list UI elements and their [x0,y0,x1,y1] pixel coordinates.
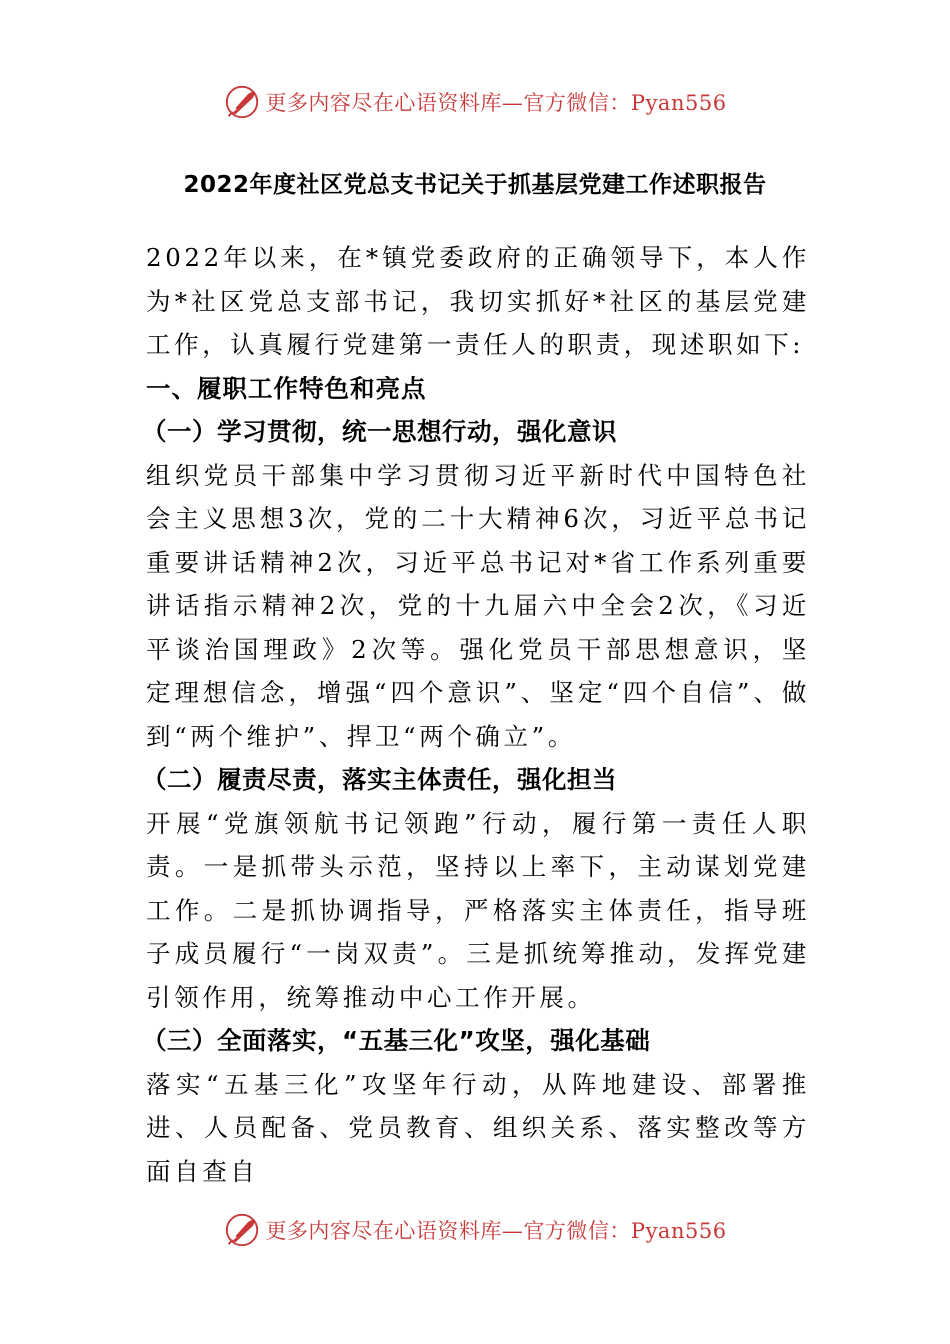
quill-pen-logo-icon [223,1211,261,1249]
watermark-banner-top [0,80,950,124]
subsection-heading-3: （三）全面落实，“五基三化”攻坚，强化基础 [142,1026,651,1055]
quill-pen-logo-icon [223,83,261,121]
document-title: 2022年度社区党总支书记关于抓基层党建工作述职报告 [183,172,767,198]
subsection-heading-1: （一）学习贯彻，统一思想行动，强化意识 [142,417,617,446]
watermark-text: 更多内容尽在心语资料库—官方微信：Pyan556 [265,1219,727,1243]
watermark-text: 更多内容尽在心语资料库—官方微信：Pyan556 [265,91,727,115]
document-body [142,236,810,1193]
intro-paragraph: 2022年以来，在*镇党委政府的正确领导下，本人作为*社区党总支部书记，我切实抓好*社区的基层党建工作，认真履行党建第一责任人的职责，现述职如下: [146,243,810,359]
watermark-banner-bottom [0,1208,950,1252]
subsection-heading-2: （二）履责尽责，落实主体责任，强化担当 [142,765,617,794]
subsection-body-3: 落实“五基三化”攻坚年行动，从阵地建设、部署推进、人员配备、党员教育、组织关系、落实整改等方面自查自 [146,1069,810,1186]
subsection-body-1: 组织党员干部集中学习贯彻习近平新时代中国特色社会主义思想3次，党的二十大精神6次，习近平总书记重要讲话精神2次，习近平总书记对*省工作系列重要讲话指示精神2次，党的十九届六中全会2次，《习近平谈治国理政》2次等。强化党员干部思想意识，坚定理想信念，增强“四个意识”、坚定“四个自信”、做到“两个维护”、捍卫“两个确立”。 [146,460,810,751]
subsection-body-2: 开展“党旗领航书记领跑”行动，履行第一责任人职责。一是抓带头示范，坚持以上率下，主动谋划党建工作。二是抓协调指导，严格落实主体责任，指导班子成员履行“一岗双责”。三是抓统筹推动，发挥党建引领作用，统筹推动中心工作开展。 [146,808,810,1012]
section-heading: 一、履职工作特色和亮点 [146,373,427,403]
